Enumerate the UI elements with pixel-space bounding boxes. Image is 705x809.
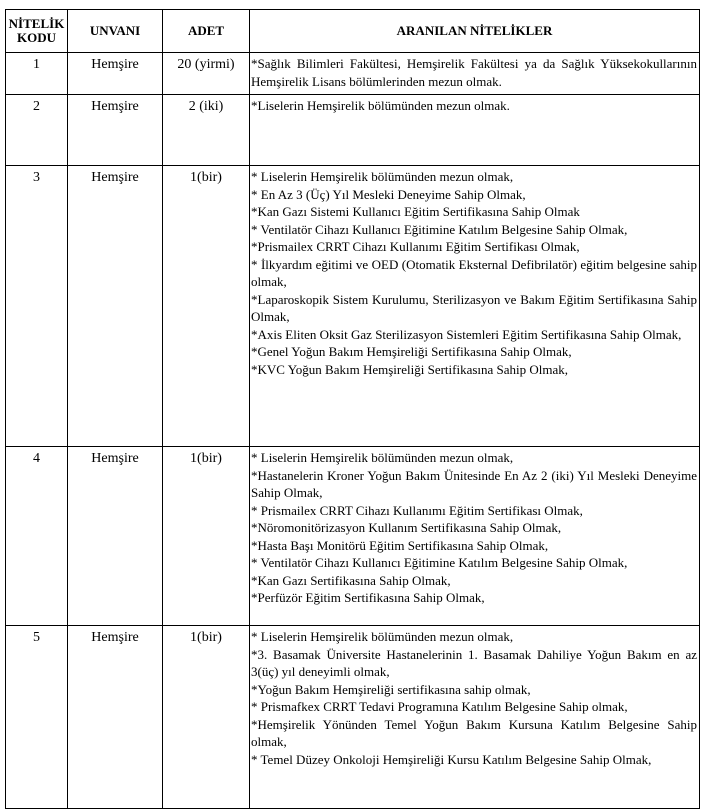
requirement-item: *Prismailex CRRT Cihazı Kullanımı Eğitim Sertifikası Olmak, xyxy=(251,239,580,254)
requirement-item: *Nöromonitörizasyon Kullanım Sertifikasına Sahip Olmak, xyxy=(251,520,562,535)
row-title: Hemşire xyxy=(68,166,163,447)
row-count: 20 (yirmi) xyxy=(163,53,250,95)
row-requirements xyxy=(250,626,700,809)
row-requirements xyxy=(250,95,700,166)
header-count: ADET xyxy=(163,10,250,53)
table-row xyxy=(6,626,700,809)
row-code: 1 xyxy=(6,53,68,95)
requirement-item: *Kan Gazı Sertifikasına Sahip Olmak, xyxy=(251,572,451,588)
requirement-item: *Hemşirelik Yönünden Temel Yoğun Bakım Kursuna Katılım Belgesine Sahip olmak, xyxy=(251,716,697,749)
table-row xyxy=(6,166,700,447)
row-requirements xyxy=(250,447,700,626)
header-code-line2: KODU xyxy=(17,30,56,45)
requirement-item: *Hastanelerin Kroner Yoğun Bakım Ünitesinde En Az 2 (iki) Yıl Mesleki Deneyime Sahip Olmak, xyxy=(251,467,697,500)
requirement-item: * Prismafkex CRRT Tedavi Programına Katılım Belgesine Sahip olmak, xyxy=(251,699,628,714)
requirement-item: * Liselerin Hemşirelik bölümünden mezun olmak, xyxy=(251,450,514,465)
row-code: 5 xyxy=(6,626,68,809)
requirement-item: *Hasta Başı Monitörü Eğitim Sertifikasına Sahip Olmak, xyxy=(251,537,549,553)
requirement-item: *3. Basamak Üniversite Hastanelerinin 1. Basamak Dahiliye Yoğun Bakım en az 3(üç) yıl deneyimli olmak, xyxy=(251,646,697,679)
requirement-item: * En Az 3 (Üç) Yıl Mesleki Deneyime Sahip Olmak, xyxy=(251,186,526,202)
table-header-row xyxy=(6,10,700,53)
row-title: Hemşire xyxy=(68,626,163,809)
requirement-item: *Perfüzör Eğitim Sertifikasına Sahip Olmak, xyxy=(251,590,485,605)
requirement-item: *KVC Yoğun Bakım Hemşireliği Sertifikasına Sahip Olmak, xyxy=(251,361,569,377)
row-requirements xyxy=(250,166,700,447)
requirement-item: *Kan Gazı Sistemi Kullanıcı Eğitim Sertifikasına Sahip Olmak xyxy=(251,204,580,219)
row-code: 3 xyxy=(6,166,68,447)
requirement-item: * Temel Düzey Onkoloji Hemşireliği Kursu Katılım Belgesine Sahip Olmak, xyxy=(251,751,652,767)
requirement-item: * Prismailex CRRT Cihazı Kullanımı Eğitim Sertifikası Olmak, xyxy=(251,502,583,518)
table-row xyxy=(6,447,700,626)
header-code-line1: NİTELİK xyxy=(8,16,65,31)
requirement-item: *Sağlık Bilimleri Fakültesi, Hemşirelik Fakültesi ya da Sağlık Yüksekokullarının Hemşirelik Lisans bölümlerinden mezun olmak. xyxy=(251,56,697,89)
row-count: 1(bir) xyxy=(163,166,250,447)
row-title: Hemşire xyxy=(68,53,163,95)
requirement-item: * Liselerin Hemşirelik bölümünden mezun olmak, xyxy=(251,629,514,644)
header-requirements: ARANILAN NİTELİKLER xyxy=(250,10,700,53)
requirement-item: * Ventilatör Cihazı Kullanıcı Eğitimine Katılım Belgesine Sahip Olmak, xyxy=(251,555,628,570)
row-code: 2 xyxy=(6,95,68,166)
row-requirements xyxy=(250,53,700,95)
requirement-item: *Laparoskopik Sistem Kurulumu, Sterilizasyon ve Bakım Eğitim Sertifikasına Sahip Olmak, xyxy=(251,291,697,324)
requirement-item: * İlkyardım eğitimi ve OED (Otomatik Eksternal Defibrilatör) eğitim belgesine sahip olmak, xyxy=(251,256,697,289)
requirement-item: *Genel Yoğun Bakım Hemşireliği Sertifikasına Sahip Olmak, xyxy=(251,344,572,359)
row-title: Hemşire xyxy=(68,447,163,626)
table-row xyxy=(6,95,700,166)
qualifications-table xyxy=(5,9,700,809)
header-title: UNVANI xyxy=(68,10,163,53)
requirement-item: * Ventilatör Cihazı Kullanıcı Eğitimine Katılım Belgesine Sahip Olmak, xyxy=(251,221,628,237)
header-code xyxy=(6,10,68,53)
row-count: 1(bir) xyxy=(163,626,250,809)
table-row xyxy=(6,53,700,95)
requirement-item: *Axis Eliten Oksit Gaz Sterilizasyon Sistemleri Eğitim Sertifikasına Sahip Olmak, xyxy=(251,326,682,342)
row-title: Hemşire xyxy=(68,95,163,166)
requirement-item: *Liselerin Hemşirelik bölümünden mezun olmak. xyxy=(251,98,510,113)
row-code: 4 xyxy=(6,447,68,626)
row-count: 2 (iki) xyxy=(163,95,250,166)
requirement-item: *Yoğun Bakım Hemşireliği sertifikasına sahip olmak, xyxy=(251,681,531,697)
row-count: 1(bir) xyxy=(163,447,250,626)
requirement-item: * Liselerin Hemşirelik bölümünden mezun olmak, xyxy=(251,169,514,184)
